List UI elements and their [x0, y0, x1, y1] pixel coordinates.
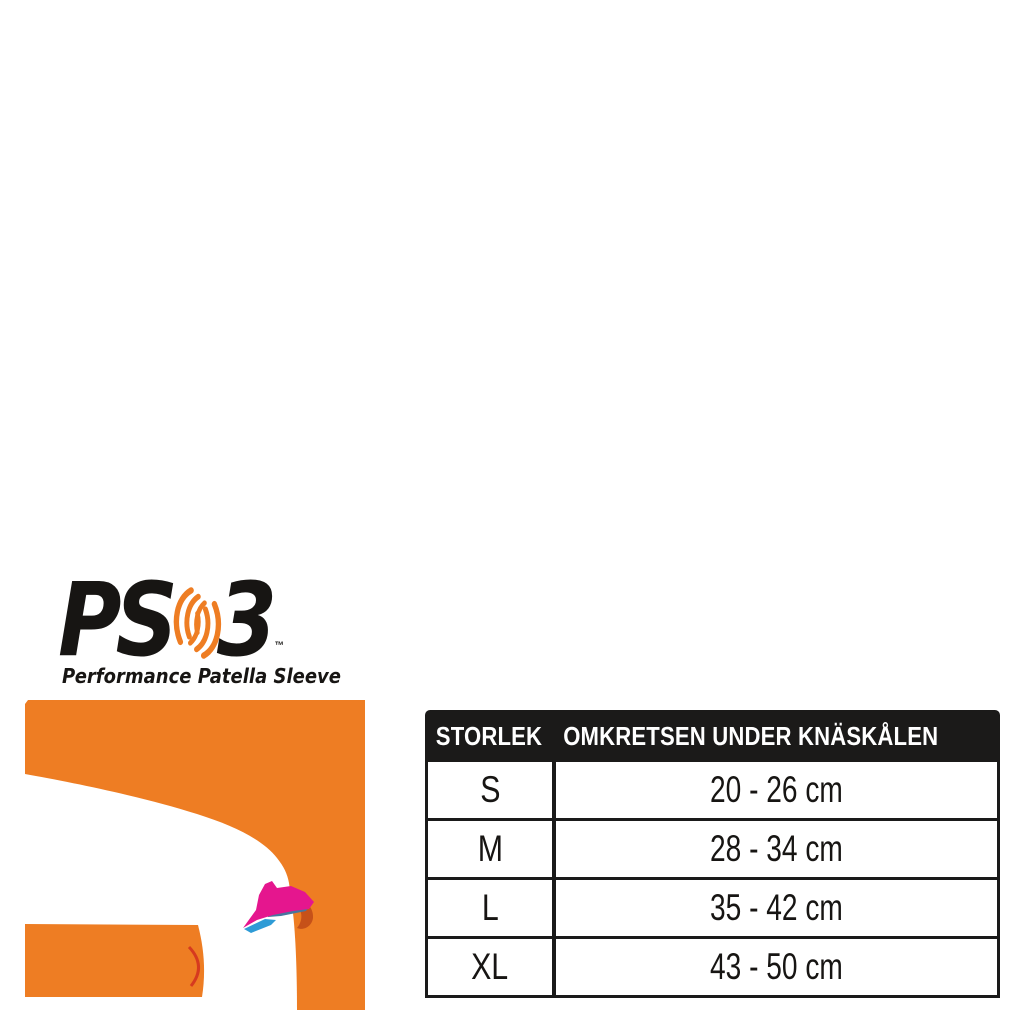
range-cell — [556, 939, 997, 995]
table-row — [428, 818, 997, 877]
size-value: S — [479, 769, 501, 810]
range-cell — [556, 821, 997, 877]
brand-tagline: Performance Patella Sleeve — [62, 664, 341, 688]
size-cell — [428, 762, 556, 818]
column-header-circumference: OMKRETSEN UNDER KNÄSKÅLEN — [563, 720, 939, 751]
range-cell — [556, 880, 997, 936]
calf-shape — [25, 924, 204, 997]
table-row — [428, 936, 997, 995]
range-cell — [556, 762, 997, 818]
range-value: 35 - 42 cm — [710, 887, 843, 928]
table-row — [428, 762, 997, 818]
table-header-row — [425, 710, 1000, 762]
size-value: XL — [471, 946, 509, 987]
size-value: M — [477, 828, 503, 869]
brand-logo — [58, 561, 378, 688]
brand-letter-3: 3 — [216, 561, 272, 680]
brand-letters-ps: PS — [58, 561, 172, 680]
trademark-symbol: ™ — [274, 640, 284, 652]
size-value: L — [481, 887, 499, 928]
table-body — [425, 762, 1000, 998]
range-value: 43 - 50 cm — [710, 946, 843, 987]
range-value: 28 - 34 cm — [710, 828, 843, 869]
column-header-size: STORLEK — [435, 720, 543, 751]
size-chart-table — [425, 710, 1000, 998]
size-cell — [428, 939, 556, 995]
size-cell — [428, 821, 556, 877]
range-value: 20 - 26 cm — [710, 769, 843, 810]
knee-illustration — [25, 700, 365, 1012]
size-cell — [428, 880, 556, 936]
table-row — [428, 877, 997, 936]
